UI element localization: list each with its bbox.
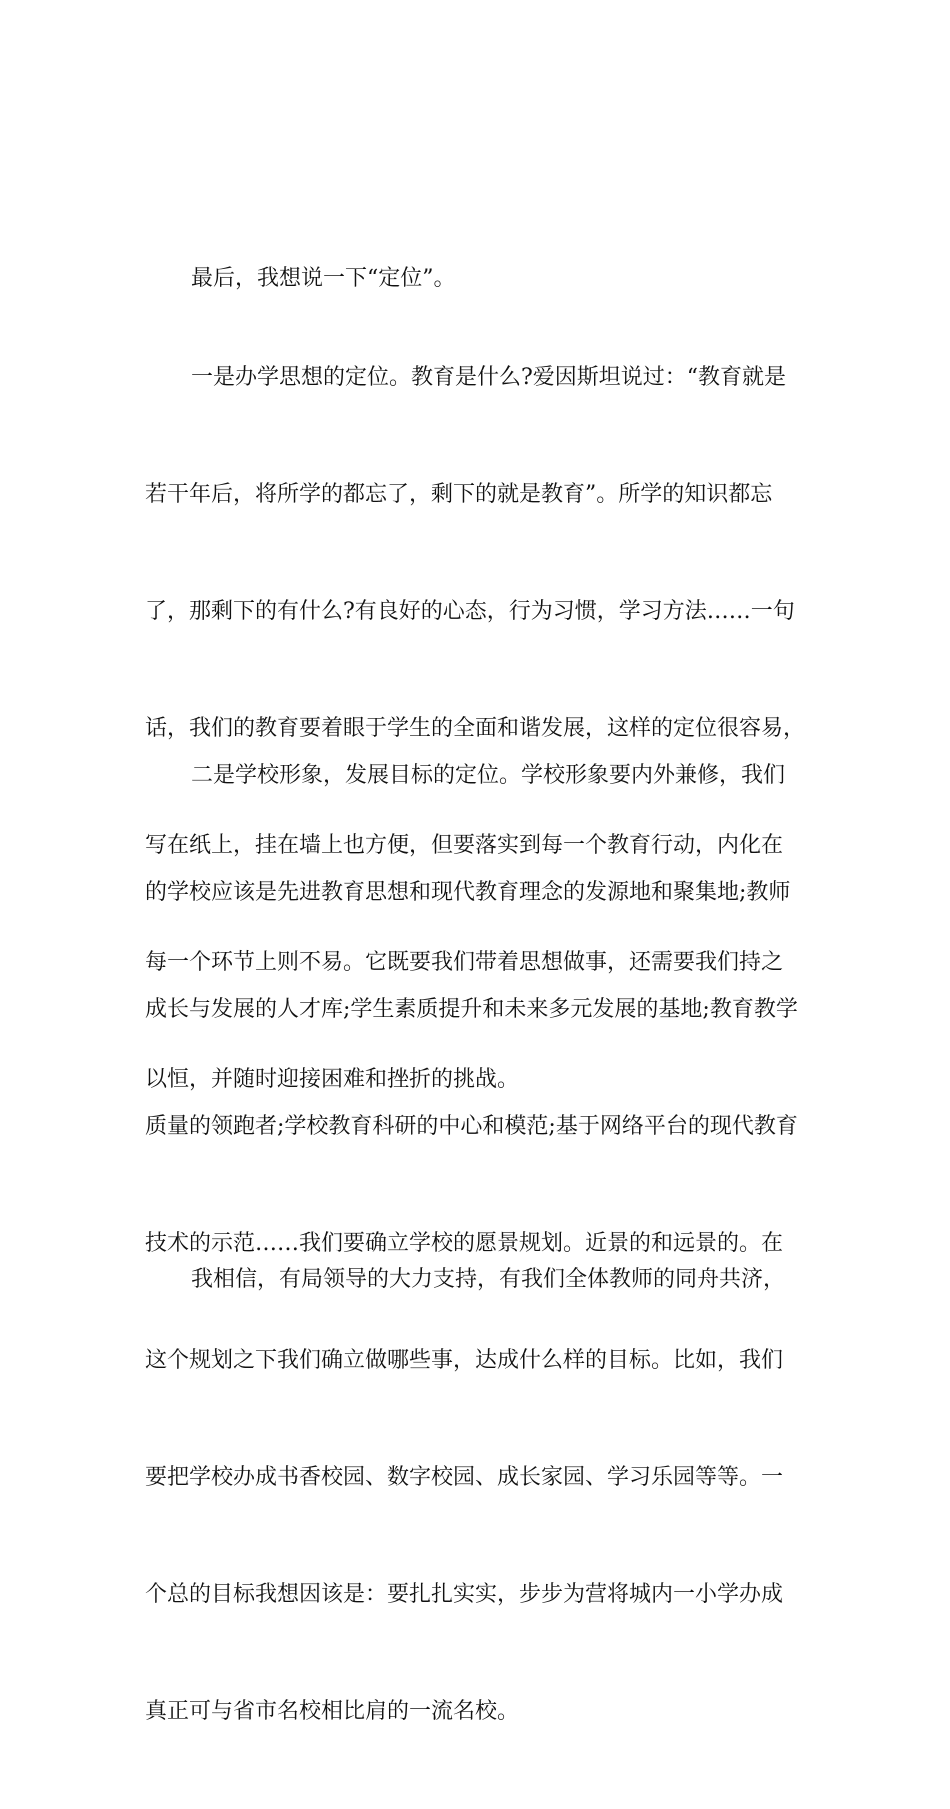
text-line: 要把学校办成书香校园、数字校园、成长家园、学习乐园等等。一 [145, 1465, 784, 1490]
text-line: 个总的目标我想因该是：要扎扎实实，步步为营将城内一小学办成 [145, 1582, 784, 1607]
text-line: 我相信，有局领导的大力支持，有我们全体教师的同舟共济， [191, 1267, 786, 1292]
text-line: 写在纸上，挂在墙上也方便，但要落实到每一个教育行动，内化在 [145, 833, 784, 858]
text-line: 最后，我想说一下“定位”。 [191, 266, 456, 291]
text-line: 若干年后，将所学的都忘了，剩下的就是教育”。所学的知识都忘 [145, 482, 773, 507]
text-line: 的学校应该是先进教育思想和现代教育理念的发源地和聚集地;教师 [145, 880, 791, 905]
text-line: 技术的示范……我们要确立学校的愿景规划。近景的和远景的。在 [145, 1231, 784, 1256]
text-line: 成长与发展的人才库;学生素质提升和未来多元发展的基地;教育教学 [145, 997, 798, 1022]
text-line: 每一个环节上则不易。它既要我们带着思想做事，还需要我们持之 [145, 950, 784, 975]
text-line: 以恒，并随时迎接困难和挫折的挑战。 [145, 1067, 520, 1092]
text-line: 一是办学思想的定位。教育是什么?爱因斯坦说过：“教育就是 [191, 365, 787, 390]
text-line: 真正可与省市名校相比肩的一流名校。 [145, 1699, 520, 1724]
text-line: 了，那剩下的有什么?有良好的心态，行为习惯，学习方法……一句 [145, 599, 795, 624]
paragraph-closing-belief [145, 1182, 815, 1377]
paragraph [145, 1182, 815, 1377]
text-line: 话，我们的教育要着眼于学生的全面和谐发展，这样的定位很容易， [145, 716, 806, 741]
text-line: 质量的领跑者;学校教育科研的中心和模范;基于网络平台的现代教育 [145, 1114, 798, 1139]
text-line: 这个规划之下我们确立做哪些事，达成什么样的目标。比如，我们 [145, 1348, 784, 1373]
text-line: 二是学校形象，发展目标的定位。学校形象要内外兼修，我们 [191, 763, 786, 788]
